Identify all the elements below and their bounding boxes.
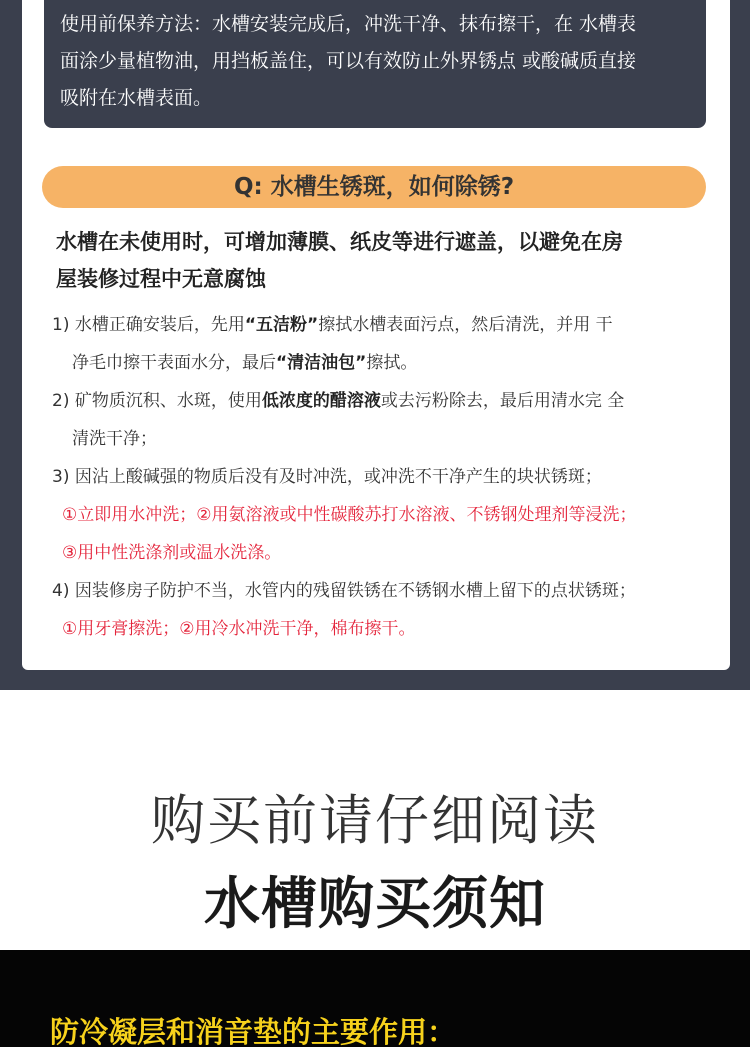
item-text: 净毛巾擦干表面水分，最后 xyxy=(72,353,276,373)
item-text: 1) 水槽正确安装后，先用 xyxy=(52,315,245,335)
bottom-section xyxy=(0,950,750,1047)
intro-text xyxy=(56,224,706,298)
maintenance-line: 使用前保养方法：水槽安装完成后，冲洗干净、抹布擦干，在 水槽表 xyxy=(60,13,637,35)
read-before-purchase-subtitle: 购买前请仔细阅读 xyxy=(151,789,599,852)
maintenance-line: 吸附在水槽表面。 xyxy=(60,87,213,109)
item-text: 2) 矿物质沉积、水斑，使用 xyxy=(52,391,262,411)
maintenance-line: 面涂少量植物油，用挡板盖住，可以有效防止外界锈点 或酸碱质直接 xyxy=(60,50,637,72)
item-1-line-1 xyxy=(52,306,702,344)
item-3-remedy: ③用中性洗涤剂或温水洗涤。 xyxy=(62,543,282,563)
question-banner: Q: 水槽生锈斑，如何除锈? xyxy=(42,166,706,208)
purchase-notice-title: 水槽购买须知 xyxy=(204,872,546,937)
item-text: 擦拭。 xyxy=(366,353,418,373)
item-text: 或去污粉除去，最后用清水完 全 xyxy=(380,391,625,411)
item-3-remedy: ①立即用水冲洗；②用氨溶液或中性碳酸苏打水溶液、不锈钢处理剂等浸洗； xyxy=(62,505,637,525)
item-2-line-1 xyxy=(52,382,702,420)
item-1-line-2 xyxy=(52,344,702,382)
solution-highlight: 低浓度的醋溶液 xyxy=(261,391,381,411)
product-name-highlight: “五洁粉” xyxy=(244,315,319,335)
item-4-line-1: 4) 因装修房子防护不当，水管内的残留铁锈在不锈钢水槽上留下的点状锈斑； xyxy=(52,581,636,601)
rust-removal-list xyxy=(52,306,702,648)
item-text: 擦拭水槽表面污点，然后清洗，并用 干 xyxy=(318,315,613,335)
insulation-heading: 防冷凝层和消音垫的主要作用： xyxy=(50,1015,457,1049)
item-4-remedy: ①用牙膏擦洗；②用冷水冲洗干净，棉布擦干。 xyxy=(62,619,416,639)
intro-line: 水槽在未使用时，可增加薄膜、纸皮等进行遮盖，以避免在房 xyxy=(56,230,623,254)
maintenance-note xyxy=(44,0,706,128)
product-name-highlight: “清洁油包” xyxy=(276,353,367,373)
intro-line: 屋装修过程中无意腐蚀 xyxy=(56,267,266,291)
item-3-line-1: 3) 因沾上酸碱强的物质后没有及时冲洗，或冲洗不干净产生的块状锈斑； xyxy=(52,467,602,487)
item-2-line-2: 清洗干净； xyxy=(72,429,157,449)
